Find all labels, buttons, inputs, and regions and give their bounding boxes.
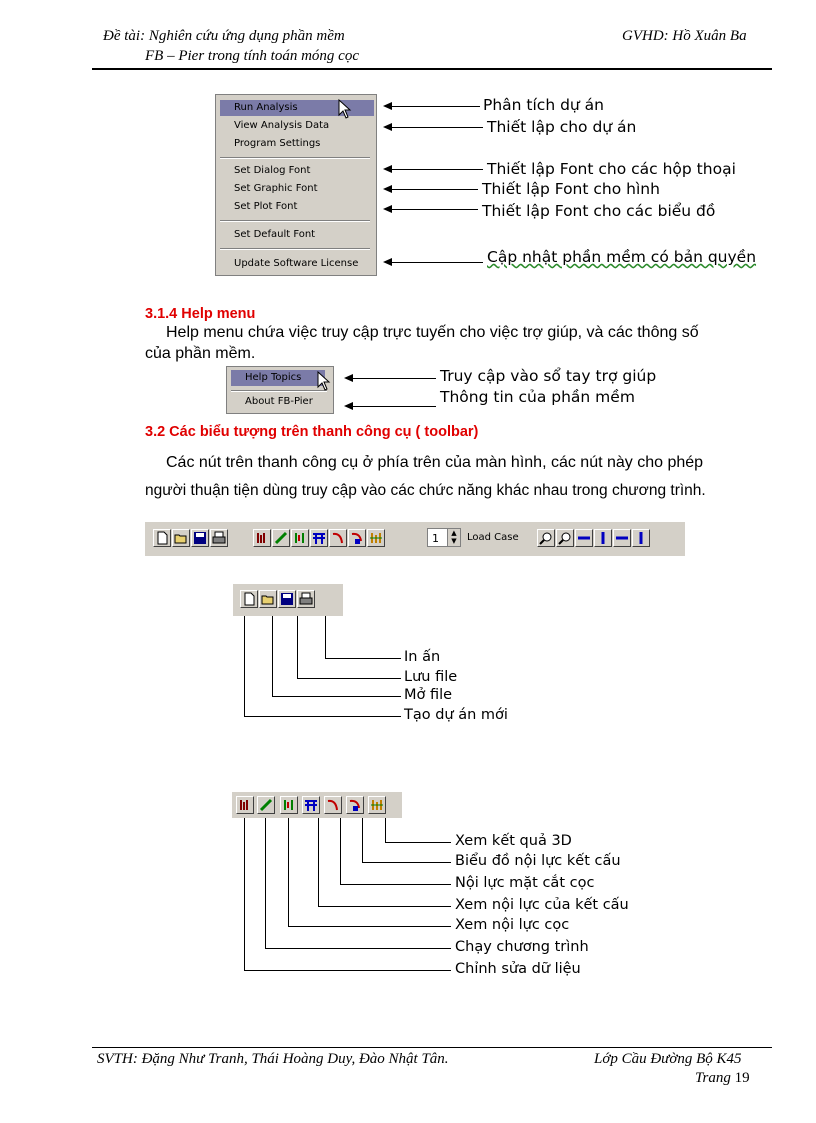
- leader-line: [385, 842, 451, 843]
- leader-line: [297, 678, 401, 679]
- pile-forces-icon: [293, 531, 307, 545]
- leader-line: [340, 884, 451, 885]
- view-3d-button[interactable]: [367, 529, 385, 547]
- leader-line: [244, 818, 245, 970]
- pile-forces-icon: [282, 798, 296, 812]
- menu-separator: [220, 157, 370, 159]
- run-program-button[interactable]: [272, 529, 290, 547]
- menu-item-program-settings[interactable]: Program Settings: [234, 138, 321, 149]
- leader-line: [272, 696, 401, 697]
- pan-right-icon: [615, 531, 629, 545]
- structure-diagram-button[interactable]: [348, 529, 366, 547]
- label-print: In ấn: [404, 649, 441, 665]
- printer-icon: [212, 531, 226, 545]
- help-menu: [226, 366, 334, 414]
- label-pile-section-forces: Nội lực mặt cắt cọc: [455, 875, 595, 891]
- structure-diagram-icon: [350, 531, 364, 545]
- new-file-button[interactable]: [153, 529, 171, 547]
- pointer-line: [390, 106, 480, 107]
- structure-diagram-button[interactable]: [346, 796, 364, 814]
- pile-forces-button[interactable]: [280, 796, 298, 814]
- label-view-3d: Xem kết quả 3D: [455, 833, 572, 849]
- save-disk-icon: [280, 592, 294, 606]
- menu-separator: [220, 220, 370, 222]
- run-program-icon: [259, 798, 273, 812]
- toolbar-paragraph-line1: Các nút trên thanh công cụ ở phía trên của màn hình, các nút này cho phép: [166, 454, 704, 471]
- pointer-line: [390, 169, 483, 170]
- menu-item-view-analysis-data[interactable]: View Analysis Data: [234, 120, 330, 131]
- edit-data-button[interactable]: [236, 796, 254, 814]
- pan-down-button[interactable]: [632, 529, 650, 547]
- structure-forces-icon: [312, 531, 326, 545]
- leader-line: [288, 818, 289, 926]
- open-file-button[interactable]: [259, 590, 277, 608]
- analysis-menu: [215, 94, 377, 276]
- header-topic-line1: Đề tài: Nghiên cứu ứng dụng phần mềm: [103, 28, 345, 44]
- leader-line: [244, 716, 401, 717]
- label-run-program: Chạy chương trình: [455, 939, 589, 955]
- load-case-label: Load Case: [467, 532, 519, 543]
- new-file-button[interactable]: [240, 590, 258, 608]
- open-folder-icon: [174, 531, 188, 545]
- toolbar-paragraph-line2: người thuận tiện dùng truy cập vào các chức năng khác nhau trong chương trình.: [145, 482, 706, 499]
- open-file-button[interactable]: [172, 529, 190, 547]
- menu-item-set-plot-font[interactable]: Set Plot Font: [234, 201, 298, 212]
- menu-separator: [231, 390, 327, 392]
- note-update-license: Cập nhật phần mềm có bản quyền: [487, 248, 757, 266]
- menu-separator: [220, 248, 370, 250]
- structure-forces-button[interactable]: [310, 529, 328, 547]
- pointer-line: [390, 209, 478, 210]
- header-advisor: GVHD: Hồ Xuân Ba: [622, 28, 747, 44]
- note-dialog-font: Thiết lập Font cho các hộp thoại: [487, 160, 736, 178]
- pointer-line: [390, 189, 478, 190]
- menu-item-run-analysis[interactable]: Run Analysis: [220, 100, 374, 116]
- menu-item-set-default-font[interactable]: Set Default Font: [234, 229, 316, 240]
- printer-icon: [299, 592, 313, 606]
- view-3d-icon: [370, 798, 384, 812]
- note-plot-font: Thiết lập Font cho các biểu đồ: [482, 202, 716, 220]
- pointer-line: [390, 262, 483, 263]
- section-heading-toolbar: 3.2 Các biểu tượng trên thanh công cụ ( toolbar): [145, 424, 479, 440]
- pan-vertical-icon: [596, 531, 610, 545]
- note-run-analysis: Phân tích dự án: [483, 96, 604, 114]
- edit-data-icon: [238, 798, 252, 812]
- pointer-line: [351, 406, 436, 407]
- spinner-arrows-icon[interactable]: ▲ ▼: [447, 529, 460, 546]
- menu-item-set-dialog-font[interactable]: Set Dialog Font: [234, 165, 311, 176]
- save-disk-icon: [193, 531, 207, 545]
- mouse-cursor-icon: [317, 371, 331, 393]
- menu-item-set-graphic-font[interactable]: Set Graphic Font: [234, 183, 318, 194]
- view-3d-button[interactable]: [368, 796, 386, 814]
- leader-line: [318, 818, 319, 906]
- label-structure-forces: Xem nội lực của kết cấu: [455, 897, 629, 913]
- leader-line: [288, 926, 451, 927]
- leader-line: [272, 616, 273, 696]
- note-graphic-font: Thiết lập Font cho hình: [482, 180, 660, 198]
- main-toolbar: [145, 522, 685, 556]
- pile-forces-button[interactable]: [291, 529, 309, 547]
- page-label: Trang: [695, 1070, 731, 1086]
- help-paragraph-line2: của phần mềm.: [145, 345, 256, 362]
- header-rule: [92, 68, 772, 70]
- menu-item-about[interactable]: About FB-Pier: [245, 396, 313, 407]
- structure-forces-button[interactable]: [302, 796, 320, 814]
- save-file-button[interactable]: [278, 590, 296, 608]
- pan-vertical-button[interactable]: [594, 529, 612, 547]
- load-case-value: 1: [432, 532, 439, 545]
- file-toolbar: [233, 584, 343, 616]
- menu-item-help-topics[interactable]: Help Topics: [231, 370, 325, 386]
- load-case-spinner[interactable]: [427, 528, 461, 547]
- pan-left-button[interactable]: [575, 529, 593, 547]
- pointer-line: [351, 378, 436, 379]
- open-folder-icon: [261, 592, 275, 606]
- header-topic-line2: FB – Pier trong tính toán móng cọc: [145, 48, 359, 64]
- pan-down-icon: [634, 531, 648, 545]
- footer-page: [695, 1070, 750, 1087]
- print-button[interactable]: [297, 590, 315, 608]
- leader-line: [325, 658, 401, 659]
- zoom-out-icon: [558, 531, 572, 545]
- leader-line: [244, 616, 245, 716]
- mouse-cursor-icon: [338, 99, 352, 121]
- analysis-toolbar: [232, 792, 402, 818]
- footer-class: Lớp Cầu Đường Bộ K45: [594, 1051, 742, 1067]
- page-number: 19: [734, 1070, 750, 1086]
- structure-forces-icon: [304, 798, 318, 812]
- edit-data-button[interactable]: [253, 529, 271, 547]
- view-3d-icon: [369, 531, 383, 545]
- structure-diagram-icon: [348, 798, 362, 812]
- zoom-in-icon: [539, 531, 553, 545]
- pan-right-button[interactable]: [613, 529, 631, 547]
- pile-section-icon: [326, 798, 340, 812]
- label-save: Lưu file: [404, 669, 458, 685]
- run-program-button[interactable]: [257, 796, 275, 814]
- pile-section-forces-button[interactable]: [324, 796, 342, 814]
- leader-line: [325, 616, 326, 658]
- leader-line: [362, 818, 363, 862]
- edit-data-icon: [255, 531, 269, 545]
- new-file-icon: [242, 592, 256, 606]
- leader-line: [244, 970, 451, 971]
- pile-section-forces-button[interactable]: [329, 529, 347, 547]
- note-help-topics: Truy cập vào sổ tay trợ giúp: [440, 367, 657, 385]
- leader-line: [362, 862, 451, 863]
- label-pile-forces: Xem nội lực cọc: [455, 917, 570, 933]
- run-program-icon: [274, 531, 288, 545]
- menu-item-update-license[interactable]: Update Software License: [234, 258, 359, 269]
- label-edit-data: Chỉnh sửa dữ liệu: [455, 961, 581, 977]
- zoom-out-button[interactable]: [556, 529, 574, 547]
- section-heading-help: 3.1.4 Help menu: [145, 306, 256, 322]
- leader-line: [265, 818, 266, 948]
- leader-line: [340, 818, 341, 884]
- leader-line: [385, 818, 386, 842]
- pan-left-icon: [577, 531, 591, 545]
- label-open: Mở file: [404, 687, 453, 703]
- pointer-line: [390, 127, 483, 128]
- leader-line: [265, 948, 451, 949]
- footer-rule: [92, 1047, 772, 1048]
- save-file-button[interactable]: [191, 529, 209, 547]
- print-button[interactable]: [210, 529, 228, 547]
- label-new: Tạo dự án mới: [404, 707, 508, 723]
- pile-section-icon: [331, 531, 345, 545]
- note-about: Thông tin của phần mềm: [440, 388, 635, 406]
- help-paragraph-line1: Help menu chứa việc truy cập trực tuyến cho việc trợ giúp, và các thông số: [166, 324, 699, 341]
- note-view-analysis: Thiết lập cho dự án: [487, 118, 637, 136]
- footer-authors: SVTH: Đặng Như Tranh, Thái Hoàng Duy, Đào Nhật Tân.: [97, 1051, 449, 1067]
- new-file-icon: [155, 531, 169, 545]
- leader-line: [318, 906, 451, 907]
- label-structure-diagram: Biểu đồ nội lực kết cấu: [455, 853, 621, 869]
- leader-line: [297, 616, 298, 678]
- zoom-in-button[interactable]: [537, 529, 555, 547]
